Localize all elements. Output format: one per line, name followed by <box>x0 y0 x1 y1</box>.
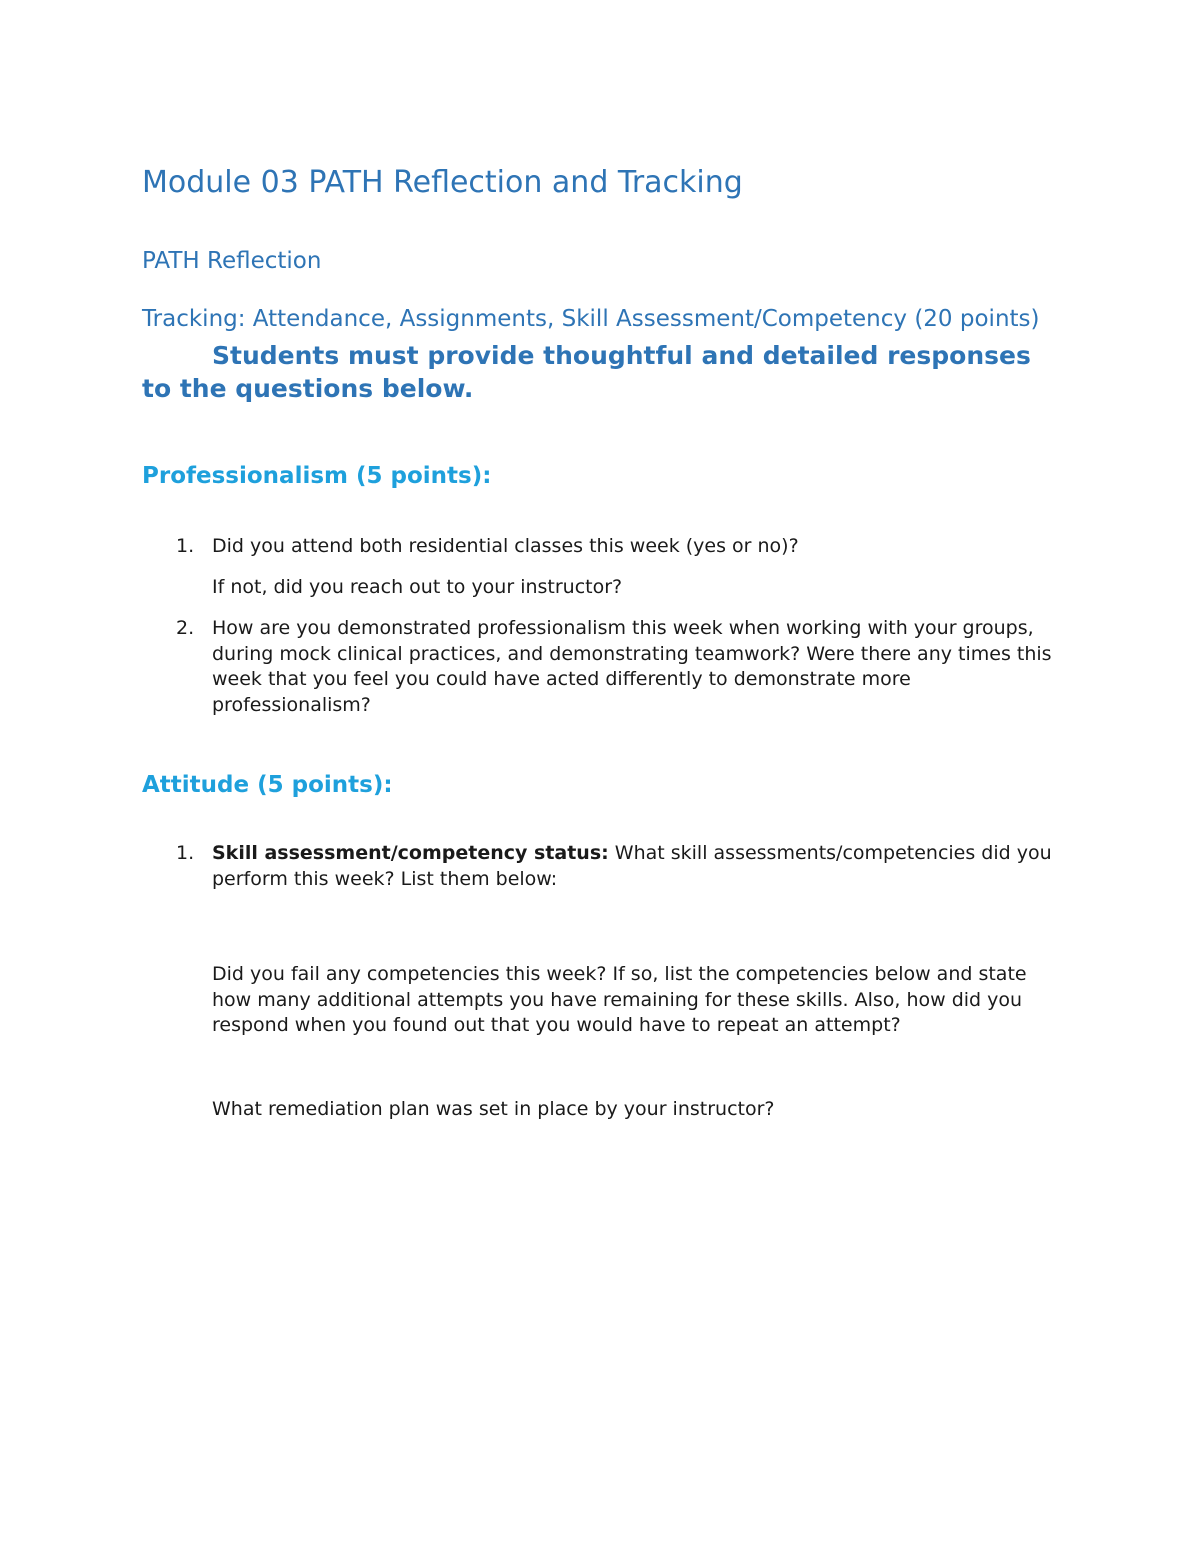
question-text: Did you attend both residential classes this week (yes or no)? <box>212 535 799 557</box>
question-text <box>212 841 1062 892</box>
follow-up-question-2: What remediation plan was set in place by your instructor? <box>212 1097 775 1120</box>
list-number: 2. <box>176 617 195 639</box>
document-subtitle: PATH Reflection <box>142 248 322 274</box>
question-text: How are you demonstrated professionalism this week when working with your groups, during mock clinical practices, and demonstrating teamwork? Were there any times this week that you feel you could have acted differently to demonstrate more professionalism? <box>212 617 1052 716</box>
list-number: 1. <box>176 842 195 864</box>
attitude-heading: Attitude (5 points): <box>142 772 393 798</box>
list-number: 1. <box>176 535 195 557</box>
follow-up-question-1: Did you fail any competencies this week? If so, list the competencies below and state how many additional attempts you have remaining for these skills. Also, how did you respond when you found out that you would have to repeat an attempt? <box>212 963 1027 1036</box>
professionalism-heading: Professionalism (5 points): <box>142 463 492 489</box>
attitude-item-1 <box>142 841 1062 1122</box>
professionalism-list <box>142 534 1062 718</box>
attitude-list <box>142 841 1062 1122</box>
document-content <box>142 164 1062 1122</box>
question-body: What skill assessments/competencies did you perform this week? List them below: <box>212 842 1052 890</box>
professionalism-item-1 <box>142 534 1062 600</box>
question-lead: Skill assessment/competency status: <box>212 842 609 864</box>
document-title: Module 03 PATH Reflection and Tracking <box>142 165 743 200</box>
professionalism-item-2 <box>142 616 1062 718</box>
instruction-text: Students must provide thoughtful and detailed responses to the questions below. <box>142 341 1031 403</box>
follow-up-question: If not, did you reach out to your instructor? <box>212 575 623 598</box>
tracking-heading: Tracking: Attendance, Assignments, Skill Assessment/Competency (20 points) <box>142 306 1040 332</box>
